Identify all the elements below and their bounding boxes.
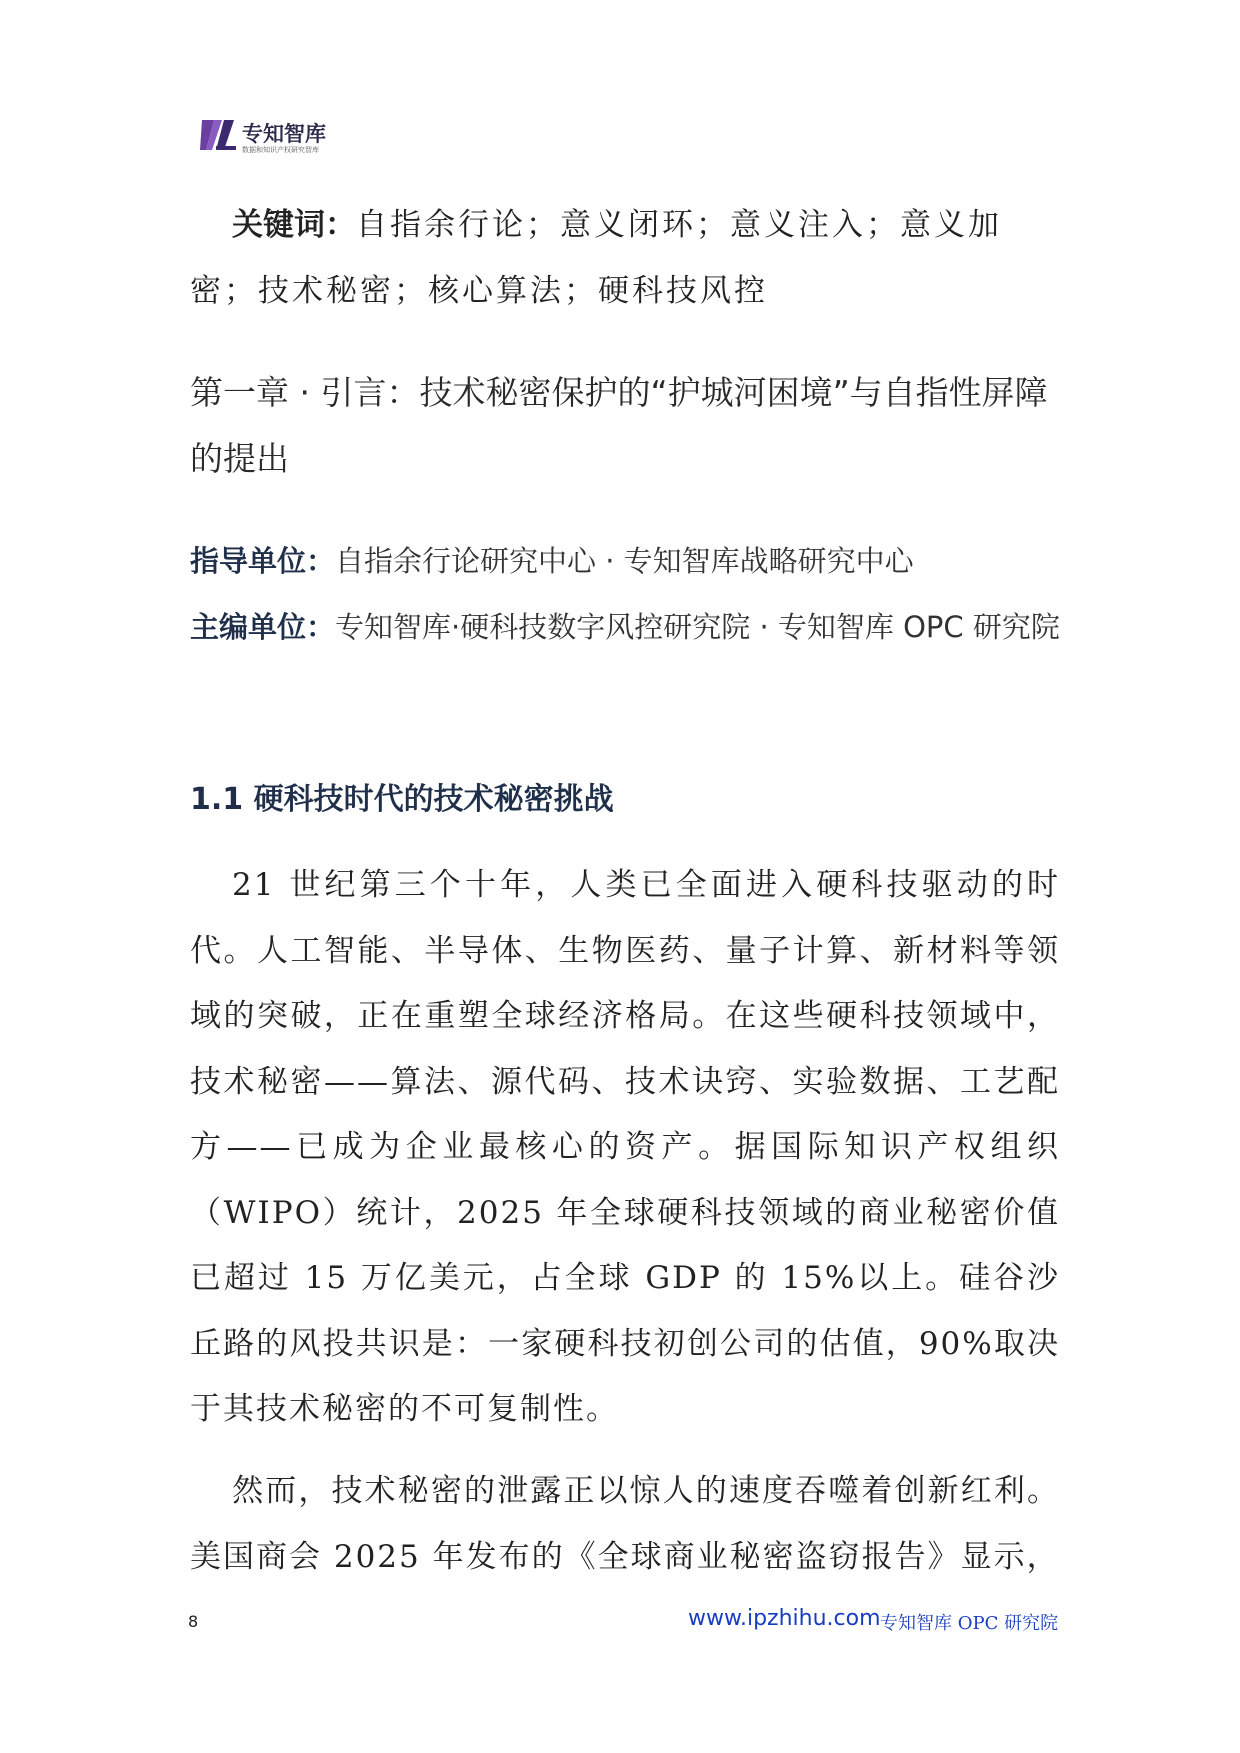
footer-website-link[interactable]: www.ipzhihu.com [688,1606,881,1631]
editor-unit-value: 专知智库·硬科技数字风控研究院 · 专知智库 OPC 研究院 [335,610,1060,644]
keywords-text: 自指余行论；意义闭环；意义注入；意义加密；技术秘密；核心算法；硬科技风控 [190,207,1002,309]
body-paragraph [190,1459,1060,1590]
paragraph-text: 21 世纪第三个十年，人类已全面进入硬科技驱动的时代。人工智能、半导体、生物医药、量子计算、新材料等领域的突破，正在重塑全球经济格局。在这些硬科技领域中，技术秘密——算法、源代码、技术诀窍、实验数据、工艺配方——已成为企业最核心的资产。据国际知识产权组织（WIPO）统计，2025 年全球硬科技领域的商业秘密价值已超过 15 万亿美元，占全球 GDP 的 15%以上。硅谷沙丘路的风投共识是：一家硬科技初创公司的估值，90%取决于其技术秘密的不可复制性。 [190,867,1060,1427]
editor-unit-label: 主编单位： [190,610,336,644]
page-number: 8 [188,1612,199,1631]
logo-title: 专知智库 [242,122,326,146]
keywords-block [190,192,1060,324]
guide-unit-value: 自指余行论研究中心 · 专知智库战略研究中心 [335,544,914,578]
chapter-title: 第一章 · 引言：技术秘密保护的“护城河困境”与自指性屏障的提出 [190,373,1048,478]
keywords-label: 关键词： [232,207,356,243]
section-heading: 1.1 硬科技时代的技术秘密挑战 [190,782,614,817]
logo-subtitle: 数据和知识产权研究智库 [242,146,319,154]
guide-unit [190,528,1060,594]
header-logo [200,118,350,158]
zhuanzhi-logo-icon [200,118,236,152]
footer-organization: 专知智库 OPC 研究院 [880,1613,1059,1634]
guide-unit-label: 指导单位： [190,544,336,578]
editor-unit [190,594,1060,660]
body-paragraph [190,853,1060,1443]
paragraph-text: 然而，技术秘密的泄露正以惊人的速度吞噬着创新红利。美国商会 2025 年发布的《全球商业秘密盗窃报告》显示， [190,1473,1060,1575]
